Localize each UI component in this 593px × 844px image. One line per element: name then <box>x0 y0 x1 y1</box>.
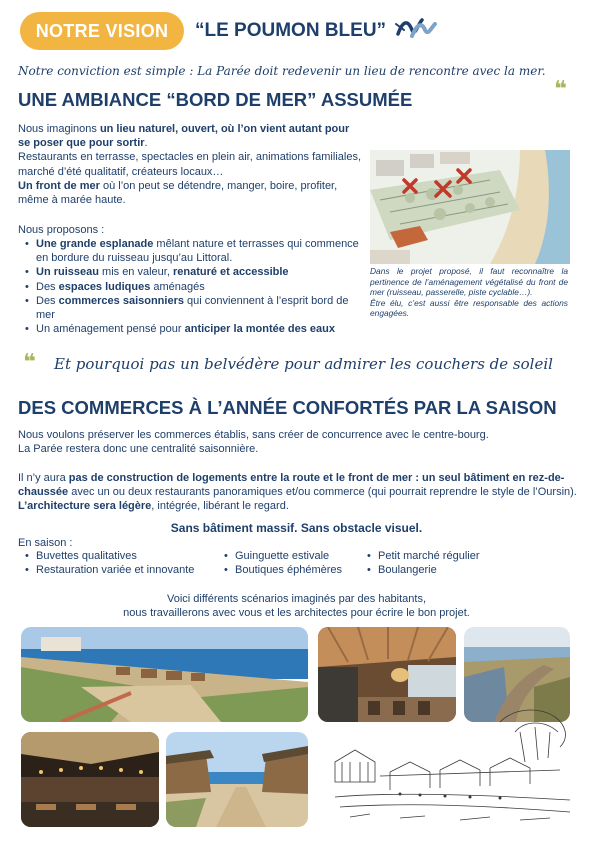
section1-intro <box>18 122 363 207</box>
list-item: • Guinguette estivale <box>221 549 371 563</box>
seafront-aerial-illustration <box>370 150 570 264</box>
beach-promenade-photo <box>21 627 308 722</box>
list-item: • Boutiques éphémères <box>221 563 371 577</box>
intro-paragraph: Nous imaginons un lieu naturel, ouvert, où l’on vient autant pour se poser que pour sortir. <box>18 123 350 150</box>
quote-icon: ❝ <box>23 349 36 374</box>
preserve-paragraph: Nous voulons préserver les commerces établis, sans créer de concurrence avec le centre-bourg. <box>18 429 489 441</box>
scenarios-line-1: Voici différents scénarios imaginés par des habitants, <box>166 593 427 605</box>
vision-badge <box>20 12 184 50</box>
caption-text-1: Dans le projet proposé, il faut reconnaître la pertinence de l’aménagement végétalisé du front de mer (ruisseau, passerelle, piste cyclable…). <box>370 266 568 297</box>
illustration-caption <box>370 266 568 319</box>
quote-icon: ❝ <box>554 76 567 101</box>
wave-logo-icon <box>394 12 438 42</box>
seafront-paragraph: Un front de mer où l’on peut se détendre, manger, boire, profiter, même à marée haute. <box>18 179 338 207</box>
proposons-label: Nous proposons : <box>18 224 105 236</box>
proposals-list <box>22 237 364 336</box>
season-list-col3 <box>364 549 564 577</box>
construction-paragraph: Il n’y aura pas de construction de logements entre la route et le front de mer : un seul bâtiment en rez-de-chaussée avec un ou deux restaurants panoramiques et/ou commerce (qui pourrait reprendre le style de l’Oursin). L’architecture sera légère, intégrée, libérant le regard. <box>18 472 577 513</box>
list-item: • Restauration variée et innovante <box>22 563 232 577</box>
list-item: • Boulangerie <box>364 563 564 577</box>
events-paragraph: Restaurants en terrasse, spectacles en plein air, animations familiales, marché d’été qualitatif, créateurs locaux… <box>18 151 362 178</box>
list-item: • Petit marché régulier <box>364 549 564 563</box>
tent-bar-photo <box>21 732 159 827</box>
season-list-col2 <box>221 549 371 577</box>
list-item: • Un ruisseau mis en valeur, renaturé et accessible <box>22 265 364 279</box>
scenarios-line-2: nous travaillerons avec vous et les architectes pour écrire le bon projet. <box>123 607 470 620</box>
caption-text-2: Être élu, c’est aussi être responsable des actions engagées. <box>370 297 568 318</box>
pencil-sketch-illustration <box>330 702 575 830</box>
scenarios-text <box>0 592 593 620</box>
belvedere-tagline: Et pourquoi pas un belvédère pour admirer les couchers de soleil <box>54 355 553 373</box>
season-list-col1 <box>22 549 232 577</box>
slogan: Sans bâtiment massif. Sans obstacle visuel. <box>170 521 423 535</box>
list-item: • Un aménagement pensé pour anticiper la montée des eaux <box>22 322 364 336</box>
section1-heading: UNE AMBIANCE “BORD DE MER” ASSUMÉE <box>18 89 413 110</box>
section2-intro <box>18 428 578 456</box>
list-item: • Buvettes qualitatives <box>22 549 232 563</box>
en-saison-label: En saison : <box>18 537 73 549</box>
page-title: “LE POUMON BLEU” <box>195 20 387 41</box>
list-item: • Une grande esplanade mêlant nature et terrasses qui commence en bordure du ruisseau jusqu’au Littoral. <box>22 237 364 265</box>
section2-heading: DES COMMERCES À L’ANNÉE CONFORTÉS PAR LA SAISON <box>18 397 557 418</box>
beach-huts-photo <box>166 732 308 827</box>
list-item: • Des commerces saisonniers qui conviennent à l’esprit bord de mer <box>22 294 364 322</box>
list-item: • Des espaces ludiques aménagés <box>22 280 364 294</box>
centrality-paragraph: La Parée restera donc une centralité saisonnière. <box>18 443 259 456</box>
vision-badge-label: NOTRE VISION <box>35 20 169 41</box>
tagline: Notre conviction est simple : La Parée doit redevenir un lieu de rencontre avec la mer. <box>18 64 546 78</box>
